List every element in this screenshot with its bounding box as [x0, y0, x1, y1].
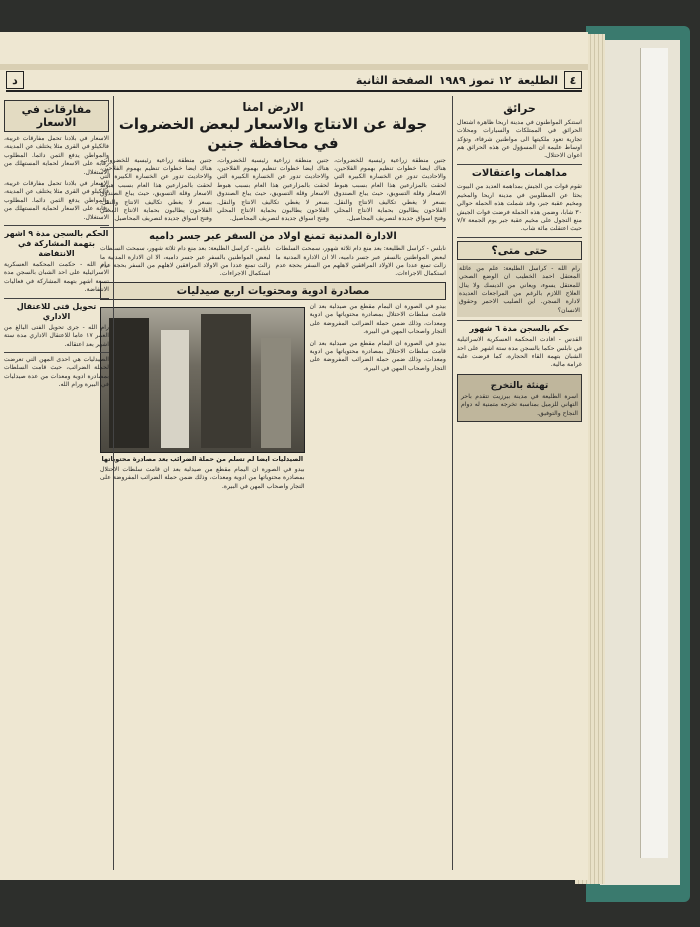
masthead — [6, 70, 582, 92]
left-column — [4, 96, 114, 870]
headline-kicker: الارض امنا — [242, 100, 304, 114]
congrats-title: تهنئة بالتخرج — [490, 380, 549, 391]
pharmacy-text: بيدو في الصورة ان اليمام مقطع من صيدلية بعد ان قامت سلطات الاحتلال بمصادرة محتوياتها من ادوية ومعدات، وذلك ضمن حملة الضرائب المفروضة على التجار واصحاب المهن في البيرة. — [309, 302, 446, 336]
photo-shelf — [109, 318, 149, 448]
headline-sub: في محافظة جنين — [207, 133, 339, 152]
pharmacy-title: مصادرة ادوية ومحتويات اربع صيدليات — [100, 282, 446, 300]
sentence-title: حكم بالسجن مدة ٦ شهور — [469, 324, 570, 334]
photo-cabinet — [161, 330, 189, 448]
border-title: الادارة المدنية تمنع اولاد من السفر عبر جسر داميه — [149, 230, 397, 242]
page-marker-left: د — [6, 71, 24, 89]
congrats-text: اسرة الطليعة في مدينة بيرزيت تتقدم باحر التهاني للزميل بمناسبة تخرجه متمنية له دوام النجاح والتوفيق. — [461, 392, 578, 417]
until-when-text: رام الله - كراسل الطليعة: علم من عائلة المعتقل احمد الخطيب ان الوضع الصحي للمعتقل يسوء، ويعاني من الديسك ولا ينال العلاج اللازم بالرغم من المراجعات العديدة لادارة السجن. اين الصليب الاحمر وحقوق الانسان؟ — [457, 263, 582, 317]
main-column — [100, 96, 446, 870]
verdict-text: رام الله - حكمت المحكمة العسكرية الاسرائيلية على احد الشبان بالسجن مدة تسعة اشهر بتهمة المشاركة في فعاليات الانتفاضة. — [4, 261, 109, 294]
article-text: جنين منطقة زراعية رئيسية للخضروات، هناك ايضا خطوات تنظيم بهموم الفلاحين، والاحاديث تدور عن الخسارة الكبيرة التي لحقت بالمزارعين هذا العام بسبب هبوط الاسعار وقلة التسويق، حيث يباع الصندوق بسعر لا يغطي تكاليف الانتاج والنقل. الفلاحون يطالبون بحماية الانتاج المحلي وفتح اسواق جديدة لتصريف المحاصيل. — [334, 156, 446, 223]
pharmacy-text: بيدو في الصورة ان اليمام مقطع من صيدلية بعد ان قامت سلطات الاحتلال بمصادرة محتوياتها من ادوية ومعدات، وذلك ضمن حملة الضرائب المفروضة على التجار واصحاب المهن في البيرة. — [100, 465, 305, 490]
photo-shelf — [261, 338, 291, 448]
divider — [457, 237, 582, 238]
until-when-title: حتى متى؟ — [457, 241, 582, 260]
pharmacy-photo — [100, 307, 305, 453]
pharmacy-text: بيدو في الصورة ان اليمام مقطع من صيدلية بعد ان قامت سلطات الاحتلال بمصادرة محتوياتها من ادوية ومعدات، وذلك ضمن حملة الضرائب المفروضة على التجار واصحاب المهن في البيرة. — [309, 339, 446, 372]
page-marker-right: ٤ — [564, 71, 582, 89]
divider — [4, 352, 109, 353]
pharmacy-photo-column — [100, 303, 305, 491]
divider — [457, 164, 582, 165]
divider — [100, 227, 446, 228]
divider — [4, 225, 109, 226]
border-text: نابلس - كراسل الطليعة: بعد منع دام ثلاثة شهور، سمحت السلطات لبعض المواطنين بالسفر عبر جسر داميه، الا ان الادارة المدنية ما زالت تمنع عددا من الاولاد المرافقين لاهلهم من السفر بحجة عدم استكمال الاجراءات. — [275, 245, 446, 278]
article-columns — [100, 157, 446, 224]
divider — [457, 320, 582, 321]
congrats-box — [457, 374, 582, 422]
headline-main: جولة عن الانتاج والاسعار لبعض الخضروات — [118, 115, 428, 133]
issue-date: ١٢ تموز ١٩٨٩ — [438, 73, 512, 87]
sentence-text: القدس - افادت المحكمة العسكرية الاسرائيلية في نابلس حكما بالسجن مدة ستة اشهر على احد الشبان بتهمة القاء الحجارة، كما فرضت عليه غرامة مالية. — [457, 336, 582, 369]
paradox-title: مفارقات في الاسعار — [4, 100, 109, 132]
transfer-title: تحويل فتى للاعتقال الاداري — [16, 301, 97, 321]
raids-text: تقوم قوات من الجيش بمداهمة العديد من البيوت بحثا عن المطلوبين في مدينة اريحا والمخيم ومخيم عقبة جبر، وقد شملت هذه الحملة حوالي ٣٠ شابا، وضمن هذه الحملة فرضت قوات الجيش منع التجول على مخيم عقبة جبر يوم الجمعة ٧/٧ حيث اعتقلت مائة شاب. — [457, 183, 582, 233]
right-column — [452, 96, 582, 870]
pharmacy-columns — [100, 303, 446, 491]
binder-inner-sheet — [640, 48, 668, 858]
fires-text: استنكر المواطنون في مدينة اريحا ظاهرة اشتعال الحرائق في الممتلكات والسيارات ومحلات تجارية تعود ملكيتها الى مواطنين شرفاء، وتؤكد اوساط عليمة ان المسؤول عن هذه الحرائق هم اعوان الاحتلال. — [457, 118, 582, 160]
article-text: جنين منطقة زراعية رئيسية للخضروات، هناك ايضا خطوات تنظيم بهموم الفلاحين، والاحاديث تدور عن الخسارة الكبيرة التي لحقت بالمزارعين هذا العام بسبب هبوط الاسعار وقلة التسويق، حيث يباع الصندوق بسعر لا يغطي تكاليف الانتاج والنقل. الفلاحون يطالبون بحماية الانتاج المحلي وفتح اسواق جديدة لتصريف المحاصيل. — [217, 156, 329, 223]
paradox-text: الاسعار في بلادنا تحمل مفارقات غريبة، فالكيلو في القرى مثلا يختلف عن المدينة، والمواطن يدفع الثمن دائما. المطلوب رقابة على الاسعار لحماية المستهلك من الاستغلال. — [4, 135, 109, 176]
newspaper-name: الطليعة — [517, 73, 558, 87]
verdict-title: الحكم بالسجن مدة ٩ اشهر بتهمة المشاركة في الانتفاضة — [4, 229, 109, 259]
article-text: جنين منطقة زراعية رئيسية للخضروات، هناك ايضا خطوات تنظيم بهموم الفلاحين، والاحاديث تدور عن الخسارة الكبيرة التي لحقت بالمزارعين هذا العام بسبب هبوط الاسعار وقلة التسويق، حيث يباع الصندوق بسعر لا يغطي تكاليف الانتاج والنقل. الفلاحون يطالبون بحماية الانتاج المحلي وفتح اسواق جديدة لتصريف المحاصيل. — [100, 156, 212, 223]
pharmacy-text-column — [310, 303, 446, 491]
page-label: الصفحة الثانية — [355, 73, 433, 87]
pharmacies-text: الصيدليات هي احدى المهن التي تعرضت لحملة الضرائب، حيث قامت السلطات بمصادرة ادوية ومعدات من عدة صيدليات في البيرة ورام الله. — [4, 355, 109, 389]
fires-title: حرائق — [503, 102, 536, 115]
border-text: نابلس - كراسل الطليعة: بعد منع دام ثلاثة شهور، سمحت السلطات لبعض المواطنين بالسفر عبر جسر داميه، الا ان الادارة المدنية ما زالت تمنع عددا من الاولاد المرافقين لاهلهم من السفر بحجة عدم استكمال الاجراءات. — [100, 245, 271, 278]
paradox-text: الاسعار في بلادنا تحمل مفارقات غريبة، فالكيلو في القرى مثلا يختلف عن المدينة، والمواطن يدفع الثمن دائما. المطلوب رقابة على الاسعار لحماية المستهلك من الاستغلال. — [4, 180, 109, 221]
transfer-text: رام الله - جرى تحويل الفتى البالغ من العمر ١٧ عاما للاعتقال الاداري مدة ستة اشهر بعد اعتقاله. — [4, 323, 109, 348]
raids-title: مداهمات واعتقالات — [471, 167, 568, 179]
border-columns — [100, 245, 446, 279]
photo-shelf — [201, 314, 251, 448]
newspaper-page — [0, 32, 588, 880]
divider — [4, 298, 109, 299]
photo-caption: الصيدليات ايضا لم تسلم من حملة الضرائب بعد مصادرة محتوياتها — [101, 454, 304, 463]
masthead-right — [356, 71, 582, 89]
